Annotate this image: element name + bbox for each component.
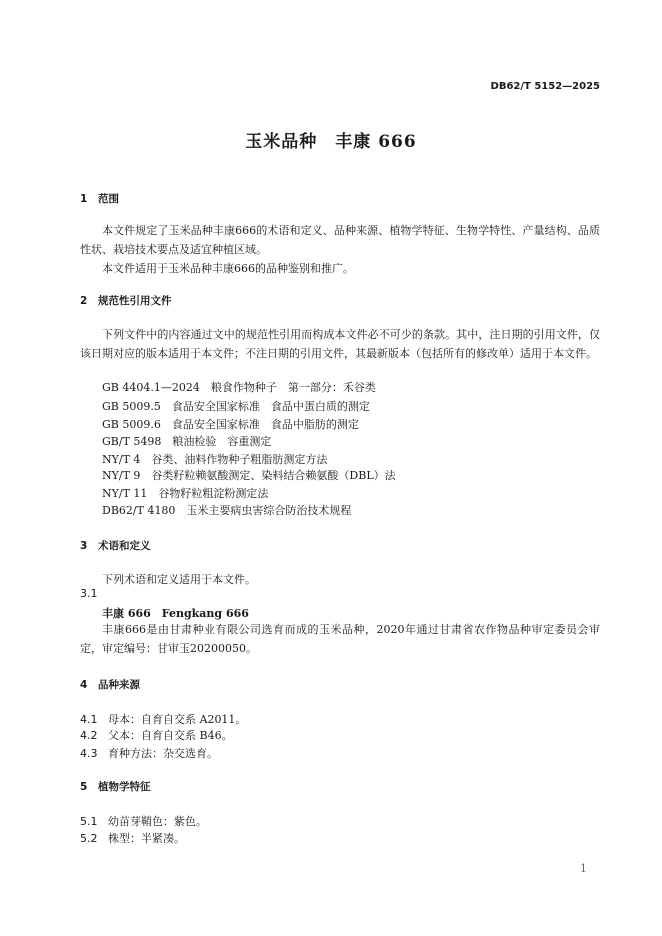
term-definition: 丰康666是由甘肃种业有限公司选育而成的玉米品种，2020年通过甘肃省农作物品种审定委员会审定，审定编号：甘审玉20200050。 xyxy=(80,623,600,655)
section-title: 品种来源 xyxy=(98,679,140,691)
section-1-heading xyxy=(80,191,119,206)
section-2-intro: 下列文件中的内容通过文中的规范性引用而构成本文件必不可少的条款。其中，注日期的引用文件，仅该日期对应的版本适用于本文件；不注日期的引用文件，其最新版本（包括所有的修改单）适用于本文件。 xyxy=(80,328,600,360)
item-text: 育种方法：杂交选育。 xyxy=(108,747,218,760)
section-5-heading xyxy=(80,779,151,794)
item-number: 4.3 xyxy=(80,747,98,760)
list-item xyxy=(80,830,185,846)
item-text: 幼苗芽鞘色：紫色。 xyxy=(108,815,207,828)
list-item xyxy=(80,727,233,743)
section-number: 3 xyxy=(80,540,88,552)
section-1-paragraph-1: 本文件规定了玉米品种丰康666的术语和定义、品种来源、植物学特征、生物学特性、产量结构、品质性状、栽培技术要点及适宜种植区域。 xyxy=(80,224,600,256)
section-number: 4 xyxy=(80,679,88,691)
item-number: 5.1 xyxy=(80,815,98,828)
list-item xyxy=(80,711,246,727)
document-code: DB62/T 5152—2025 xyxy=(490,81,600,92)
item-text: 母本：自育自交系 A2011。 xyxy=(108,713,247,726)
item-number: 4.2 xyxy=(80,729,98,742)
list-item xyxy=(80,745,218,761)
term-number: 3.1 xyxy=(80,587,98,600)
section-title: 范围 xyxy=(98,193,119,205)
normative-reference: NY/T 4 谷类、油料作物种子粗脂肪测定方法 xyxy=(102,453,328,466)
normative-reference: GB 4404.1—2024 粮食作物种子 第一部分：禾谷类 xyxy=(102,381,376,394)
item-number: 4.1 xyxy=(80,713,98,726)
section-number: 1 xyxy=(80,193,88,205)
section-title: 规范性引用文件 xyxy=(98,295,172,307)
normative-reference: GB/T 5498 粮油检验 容重测定 xyxy=(102,435,272,448)
term-name: 丰康 666 Fengkang 666 xyxy=(102,607,249,620)
section-title: 术语和定义 xyxy=(98,540,151,552)
section-number: 5 xyxy=(80,781,88,793)
section-4-heading xyxy=(80,677,140,692)
normative-reference: GB 5009.6 食品安全国家标准 食品中脂肪的测定 xyxy=(102,418,359,431)
section-3-intro: 下列术语和定义适用于本文件。 xyxy=(102,573,256,586)
item-text: 株型：半紧凑。 xyxy=(108,832,185,845)
section-title: 植物学特征 xyxy=(98,781,151,793)
section-2-heading xyxy=(80,293,172,308)
page-number: 1 xyxy=(580,862,587,875)
item-number: 5.2 xyxy=(80,832,98,845)
section-1-paragraph-2: 本文件适用于玉米品种丰康666的品种鉴别和推广。 xyxy=(102,262,354,275)
document-title: 玉米品种 丰康 666 xyxy=(245,132,417,152)
list-item xyxy=(80,813,207,829)
normative-reference: DB62/T 4180 玉米主要病虫害综合防治技术规程 xyxy=(102,504,352,517)
item-text: 父本：自育自交系 B46。 xyxy=(108,729,233,742)
normative-reference: NY/T 9 谷类籽粒赖氨酸测定、染料结合赖氨酸（DBL）法 xyxy=(102,469,396,482)
normative-reference: GB 5009.5 食品安全国家标准 食品中蛋白质的测定 xyxy=(102,400,370,413)
section-number: 2 xyxy=(80,295,88,307)
section-3-heading xyxy=(80,538,151,553)
normative-reference: NY/T 11 谷物籽粒粗淀粉测定法 xyxy=(102,487,269,500)
